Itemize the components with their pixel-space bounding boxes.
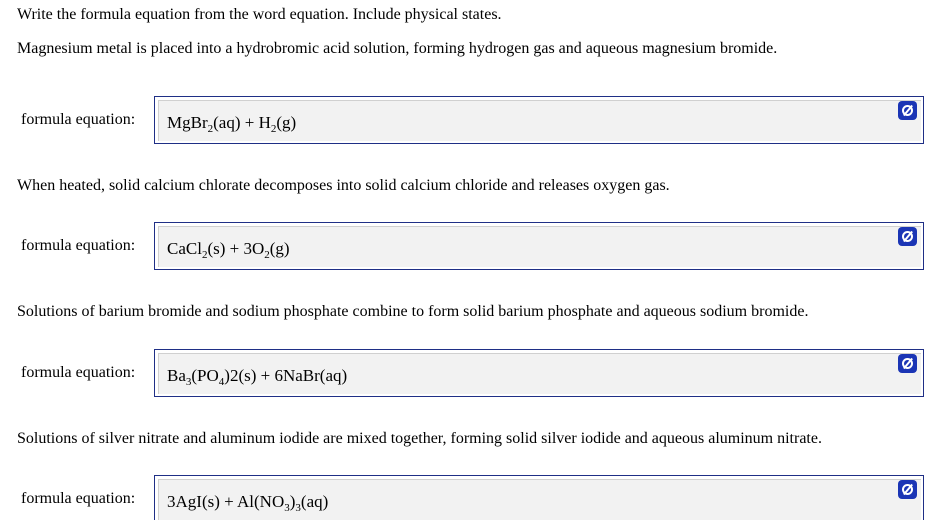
question-2-answer-field[interactable] <box>158 226 921 267</box>
question-1-prompt: Magnesium metal is placed into a hydrobromic acid solution, forming hydrogen gas and aqueous magnesium bromide. <box>17 40 778 57</box>
question-3-answer-box[interactable] <box>154 349 924 397</box>
question-4-prompt: Solutions of silver nitrate and aluminum iodide are mixed together, forming solid silver iodide and aqueous aluminum nitrate. <box>17 430 822 447</box>
question-2-answer-box[interactable] <box>154 222 924 270</box>
question-3-row <box>0 349 943 401</box>
question-4-answer-box[interactable] <box>154 475 924 520</box>
question-3-prompt: Solutions of barium bromide and sodium phosphate combine to form solid barium phosphate and aqueous sodium bromide. <box>17 303 809 320</box>
question-1-answer: MgBr$_2$(aq) + $H_2(g)$ <box>167 113 297 135</box>
question-3-label: formula equation: <box>21 364 136 381</box>
question-2-answer: CaCl$_2$(s) + $3O_2(g)$ <box>167 239 290 261</box>
question-1-answer-box[interactable] <box>154 96 924 144</box>
question-3-answer: $Ba_3(PO_4)2(s)$ + 6NaBr(aq) <box>167 366 348 388</box>
question-3-answer-field[interactable] <box>158 353 921 394</box>
question-1-answer-field[interactable] <box>158 100 921 141</box>
question-2-row <box>0 222 943 274</box>
edit-icon[interactable] <box>898 101 917 120</box>
edit-icon[interactable] <box>898 354 917 373</box>
instructions-text: Write the formula equation from the word equation. Include physical states. <box>17 6 502 23</box>
question-2-prompt: When heated, solid calcium chlorate decomposes into solid calcium chloride and releases oxygen gas. <box>17 177 670 194</box>
question-1-label: formula equation: <box>21 111 136 128</box>
question-1-row <box>0 96 943 148</box>
edit-icon[interactable] <box>898 227 917 246</box>
question-2-label: formula equation: <box>21 237 136 254</box>
question-4-row <box>0 475 943 520</box>
edit-icon[interactable] <box>898 480 917 499</box>
question-4-label: formula equation: <box>21 490 136 507</box>
question-4-answer-field[interactable] <box>158 479 921 520</box>
question-4-answer: $3AgI(s) + Al(NO_3)_3(aq)$ <box>167 492 329 514</box>
